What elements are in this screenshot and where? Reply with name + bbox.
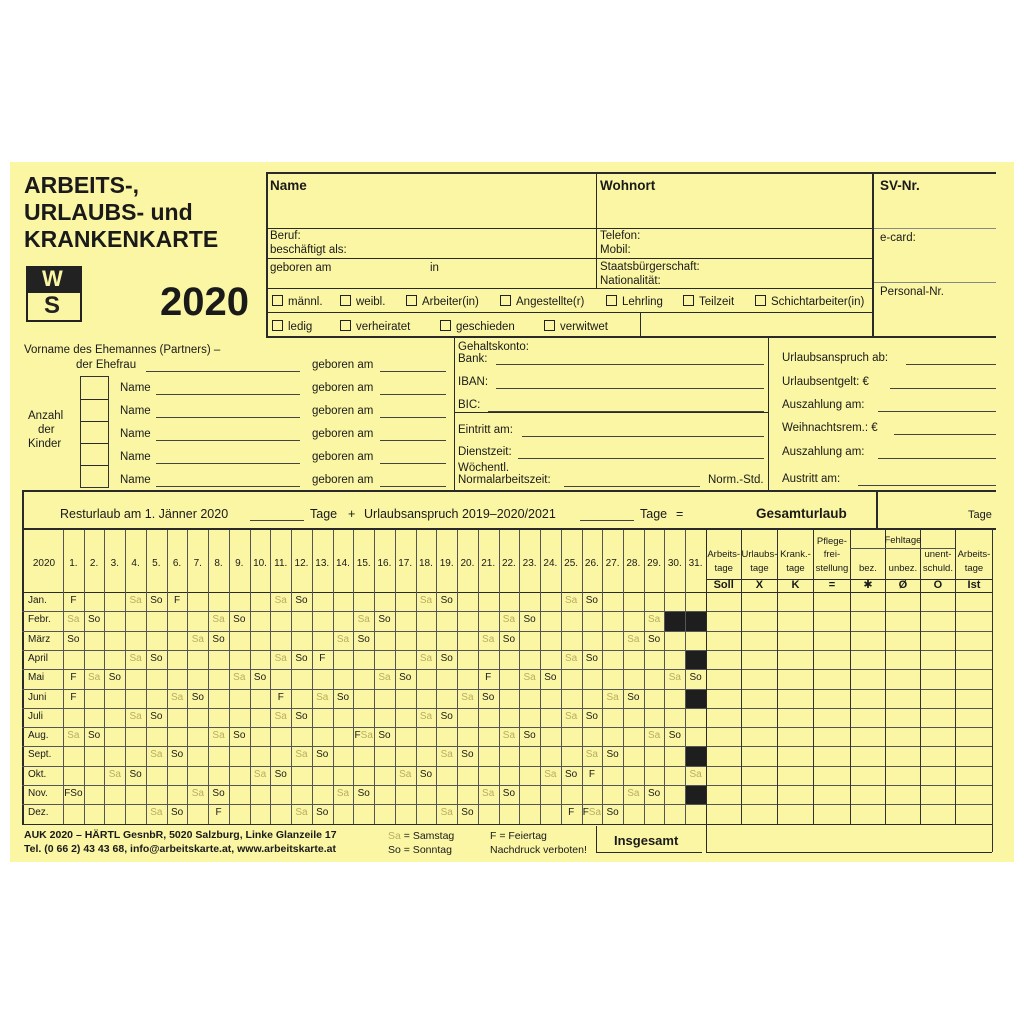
day-cell: So xyxy=(150,652,163,664)
day-cell: Sa xyxy=(170,691,184,703)
day-cell: FSa xyxy=(582,807,602,819)
day-cell: F xyxy=(174,595,181,606)
totals-header-bottom: stellung xyxy=(815,563,849,574)
day-header: 17. xyxy=(398,558,413,569)
day-header: 15. xyxy=(356,558,371,569)
footer-company: AUK 2020 – HÄRTL GesnbR, 5020 Salzburg, Linke Glanzeile 17 xyxy=(24,829,337,841)
day-cell: So xyxy=(461,749,474,761)
day-cell: So xyxy=(585,595,598,606)
day-cell: So xyxy=(67,633,80,645)
day-cell: Sa xyxy=(295,749,308,761)
checkbox-icon[interactable] xyxy=(544,320,555,331)
option-geschieden[interactable]: geschieden xyxy=(440,320,515,333)
day-cell: Sa xyxy=(647,730,661,742)
fehltage-header: Fehltage xyxy=(884,535,922,546)
day-cell: Sa xyxy=(440,807,453,819)
legend-feiertag: F = Feiertag xyxy=(490,830,547,842)
day-cell: Sa xyxy=(419,595,433,606)
day-cell: So xyxy=(399,672,412,684)
plus-label: + xyxy=(348,507,356,521)
day-header: 9. xyxy=(235,558,244,569)
month-label: Juni xyxy=(28,691,47,703)
option-teilzeit[interactable]: Teilzeit xyxy=(683,295,734,308)
month-label: Sept. xyxy=(28,749,52,761)
day-cell: F xyxy=(319,652,326,664)
day-cell: So xyxy=(233,614,246,626)
insgesamt-label: Insgesamt xyxy=(614,833,679,848)
day-cell: So xyxy=(523,730,536,742)
mobil-label: Mobil: xyxy=(600,244,631,256)
day-cell: F xyxy=(588,768,595,780)
day-cell: So xyxy=(87,614,101,626)
day-cell: FSa xyxy=(354,730,373,742)
totals-header-top: unent- xyxy=(924,549,952,560)
equals-label: = xyxy=(676,507,684,521)
day-header: 21. xyxy=(481,558,496,569)
totals-symbol: K xyxy=(791,579,800,591)
day-cell: Sa xyxy=(419,652,433,664)
option-weiblich[interactable]: weibl. xyxy=(340,295,385,308)
day-header: 4. xyxy=(131,558,140,569)
austritt-label: Austritt am: xyxy=(782,473,841,485)
day-cell: Sa xyxy=(378,672,391,684)
option-angestellte[interactable]: Angestellte(r) xyxy=(500,295,584,308)
legend-samstag: = Samstag xyxy=(403,830,455,842)
day-header: 12. xyxy=(294,558,309,569)
day-cell: Sa xyxy=(191,633,204,645)
personal-nr-label: Personal-Nr. xyxy=(880,286,944,298)
geboren-in-label: in xyxy=(430,262,439,274)
logo-letter-s: S xyxy=(44,292,61,319)
day-cell: Sa xyxy=(647,614,661,626)
day-cell: So xyxy=(440,710,453,722)
totals-header-bottom: tage xyxy=(786,563,805,574)
staatsbuerger-label: Staatsbürgerschaft: xyxy=(600,261,700,273)
checkbox-icon[interactable] xyxy=(272,295,283,306)
checkbox-icon[interactable] xyxy=(606,295,617,306)
day-cell: So xyxy=(212,633,225,645)
wohnort-label: Wohnort xyxy=(600,178,656,193)
day-cell: So xyxy=(274,768,287,780)
day-cell: So xyxy=(689,672,702,684)
day-cell: Sa xyxy=(606,691,619,703)
totals-symbol: = xyxy=(828,579,836,591)
option-verheiratet[interactable]: verheiratet xyxy=(340,320,410,333)
checkbox-icon[interactable] xyxy=(406,295,417,306)
nonexistent-day-block xyxy=(686,690,706,708)
weihnachtsrem-label: Weihnachtsrem.: € xyxy=(782,422,878,434)
day-cell: So xyxy=(233,730,246,742)
day-cell: Sa xyxy=(482,633,495,645)
nonexistent-day-block xyxy=(686,786,706,804)
month-label: Okt. xyxy=(28,768,47,780)
day-header: 20. xyxy=(460,558,475,569)
day-header: 7. xyxy=(193,558,202,569)
day-header: 2. xyxy=(89,558,99,569)
spouse-label-2: der Ehefrau xyxy=(76,359,137,371)
day-cell: Sa xyxy=(357,614,370,626)
day-cell: So xyxy=(316,807,329,819)
day-cell: So xyxy=(295,710,308,722)
day-header: 28. xyxy=(626,558,641,569)
totals-symbol: Ø xyxy=(898,579,908,591)
day-cell: F xyxy=(568,807,575,819)
day-cell: So xyxy=(378,730,391,742)
day-cell: So xyxy=(419,768,433,780)
child-name-label: Name xyxy=(120,382,151,394)
day-header: 6. xyxy=(172,558,182,569)
day-cell: So xyxy=(606,749,619,761)
day-header: 10. xyxy=(253,558,267,569)
day-cell: So xyxy=(585,652,598,664)
totals-header-bottom: tage xyxy=(714,563,733,574)
tage-label-1: Tage xyxy=(310,507,338,521)
day-cell: So xyxy=(295,652,308,664)
day-cell: Sa xyxy=(212,614,225,626)
title-line-1: ARBEITS-, xyxy=(24,172,139,198)
work-card xyxy=(10,162,1014,862)
month-label: Jan. xyxy=(28,595,47,606)
day-cell: Sa xyxy=(523,672,536,684)
day-cell: Sa xyxy=(461,691,474,703)
day-cell: Sa xyxy=(67,730,80,742)
totals-header-top: Arbeits- xyxy=(957,549,991,560)
option-schichtarbeiter[interactable]: Schichtarbeiter(in) xyxy=(755,295,864,308)
child-geboren-label: geboren am xyxy=(312,451,374,463)
child-name-label: Name xyxy=(120,474,151,486)
option-maennlich[interactable]: männl. xyxy=(272,295,323,308)
spouse-label: Vorname des Ehemannes (Partners) – xyxy=(24,344,221,356)
normstd-label: Norm.-Std. xyxy=(708,474,764,486)
day-cell: Sa xyxy=(482,788,495,799)
day-cell: F xyxy=(70,672,77,684)
title-line-2: URLAUBS- und xyxy=(24,199,193,225)
totals-symbol: O xyxy=(933,579,943,591)
day-cell: Sa xyxy=(399,768,412,780)
day-header: 24. xyxy=(543,558,558,569)
logo-letter-w: W xyxy=(42,266,63,291)
day-cell: Sa xyxy=(668,672,681,684)
day-header: 8. xyxy=(214,558,223,569)
footer-contact: Tel. (0 66 2) 43 43 68, info@arbeitskarte.at, www.arbeitskarte.at xyxy=(24,843,336,855)
day-cell: So xyxy=(647,633,661,645)
day-cell: So xyxy=(170,807,184,819)
day-cell: Sa xyxy=(565,595,578,606)
totals-symbol: ✱ xyxy=(863,579,873,591)
day-cell: So xyxy=(647,788,661,799)
day-cell: Sa xyxy=(150,749,163,761)
day-cell: F xyxy=(70,595,77,606)
day-cell: Sa xyxy=(212,730,225,742)
day-cell: So xyxy=(316,749,329,761)
day-cell: So xyxy=(440,595,453,606)
day-header: 23. xyxy=(522,558,537,569)
nonexistent-day-block xyxy=(665,612,685,630)
day-cell: Sa xyxy=(316,691,329,703)
day-header: 30. xyxy=(667,558,682,569)
month-label: Mai xyxy=(28,672,45,684)
geboren-label: geboren am xyxy=(270,262,332,274)
day-cell: F xyxy=(485,672,492,684)
day-cell: Sa xyxy=(253,768,267,780)
day-cell: So xyxy=(565,768,578,780)
day-cell: So xyxy=(440,652,453,664)
eintritt-label: Eintritt am: xyxy=(458,424,513,436)
totals-symbol: Ist xyxy=(967,579,981,591)
totals-header-top: Arbeits- xyxy=(707,549,741,560)
day-header: 19. xyxy=(439,558,454,569)
day-cell: So xyxy=(357,633,370,645)
month-label: April xyxy=(28,652,49,664)
day-cell: So xyxy=(212,788,225,799)
day-cell: Sa xyxy=(627,633,640,645)
day-header: 31. xyxy=(688,558,703,569)
day-cell: F xyxy=(70,691,77,703)
day-cell: So xyxy=(150,710,163,722)
day-cell: So xyxy=(336,691,350,703)
child-geboren-label: geboren am xyxy=(312,428,374,440)
option-verwitwet[interactable]: verwitwet xyxy=(544,320,608,333)
children-label-3: Kinder xyxy=(28,438,62,450)
day-cell: Sa xyxy=(108,768,121,780)
day-cell: Sa xyxy=(295,807,308,819)
resturlaub-label: Resturlaub am 1. Jänner 2020 xyxy=(60,507,229,521)
day-header: 11. xyxy=(274,558,288,569)
day-cell: So xyxy=(150,595,163,606)
urlaubsanspruch-label: Urlaubsanspruch ab: xyxy=(782,352,889,364)
option-ledig[interactable]: ledig xyxy=(272,320,312,333)
gesamturlaub-label: Gesamturlaub xyxy=(756,506,847,521)
child-geboren-label: geboren am xyxy=(312,405,374,417)
month-label: Nov. xyxy=(28,788,48,799)
day-cell: Sa xyxy=(565,652,578,664)
bank-label: Bank: xyxy=(458,353,488,365)
nachdruck-note: Nachdruck verboten! xyxy=(490,844,587,856)
day-cell: Sa xyxy=(129,595,142,606)
checkbox-icon[interactable] xyxy=(755,295,766,306)
totals-header-bottom: unbez. xyxy=(888,563,918,574)
day-header: 14. xyxy=(336,558,350,569)
day-cell: So xyxy=(544,672,557,684)
child-name-label: Name xyxy=(120,451,151,463)
day-cell: So xyxy=(378,614,391,626)
title-line-3: KRANKENKARTE xyxy=(24,226,219,252)
legend-sa-symbol: Sa xyxy=(388,830,401,842)
option-lehrling[interactable]: Lehrling xyxy=(606,295,663,308)
day-cell: FSo xyxy=(64,788,83,799)
day-header: 18. xyxy=(418,558,433,569)
day-cell: So xyxy=(253,672,267,684)
day-cell: F xyxy=(215,807,222,819)
day-cell: Sa xyxy=(419,710,433,722)
normalarbeitszeit-label: Normalarbeitszeit: xyxy=(458,474,551,486)
day-cell: So xyxy=(295,595,308,606)
totals-symbol: X xyxy=(755,579,764,591)
month-label: Juli xyxy=(28,710,44,722)
day-header: 1. xyxy=(69,558,78,569)
day-cell: So xyxy=(461,807,474,819)
nationalitaet-label: Nationalität: xyxy=(600,275,661,287)
day-cell: Sa xyxy=(274,652,287,664)
checkbox-icon[interactable] xyxy=(340,320,351,331)
day-cell: Sa xyxy=(502,614,516,626)
day-cell: Sa xyxy=(585,749,598,761)
checkbox-icon[interactable] xyxy=(272,320,283,331)
day-cell: So xyxy=(627,691,640,703)
day-cell: Sa xyxy=(502,730,516,742)
spouse-geboren-label: geboren am xyxy=(312,359,374,371)
day-cell: So xyxy=(668,730,681,742)
checkbox-icon[interactable] xyxy=(500,295,511,306)
name-label: Name xyxy=(270,178,307,193)
day-cell: Sa xyxy=(274,595,287,606)
month-label: Febr. xyxy=(28,614,51,626)
day-header: 29. xyxy=(647,558,662,569)
day-cell: Sa xyxy=(544,768,557,780)
day-cell: So xyxy=(606,807,619,819)
children-label-1: Anzahl xyxy=(28,410,64,422)
day-cell: Sa xyxy=(233,672,246,684)
day-cell: So xyxy=(108,672,121,684)
beschaeftigt-label: beschäftigt als: xyxy=(270,244,347,256)
option-arbeiter[interactable]: Arbeiter(in) xyxy=(406,295,479,308)
day-cell: So xyxy=(357,788,370,799)
tage-label-2: Tage xyxy=(640,507,668,521)
day-cell: F xyxy=(277,691,284,703)
nonexistent-day-block xyxy=(686,612,706,630)
day-header: 26. xyxy=(584,558,599,569)
nonexistent-day-block xyxy=(686,747,706,765)
day-cell: Sa xyxy=(67,614,80,626)
totals-header-bottom: schuld. xyxy=(922,563,953,574)
day-cell: Sa xyxy=(150,807,163,819)
totals-header-bottom: bez. xyxy=(858,563,877,574)
auszahlung-label-1: Auszahlung am: xyxy=(782,399,865,411)
day-cell: Sa xyxy=(87,672,101,684)
year-title: 2020 xyxy=(160,280,249,324)
day-cell: Sa xyxy=(565,710,578,722)
checkbox-icon[interactable] xyxy=(440,320,451,331)
ecard-label: e-card: xyxy=(880,232,916,244)
child-name-label: Name xyxy=(120,428,151,440)
children-count-boxes[interactable] xyxy=(80,376,109,488)
checkbox-icon[interactable] xyxy=(340,295,351,306)
day-cell: Sa xyxy=(191,788,204,799)
day-cell: So xyxy=(129,768,142,780)
day-cell: Sa xyxy=(440,749,453,761)
telefon-label: Telefon: xyxy=(600,230,641,242)
month-label: Dez. xyxy=(28,807,49,819)
day-header: 5. xyxy=(152,558,161,569)
woechentl-label: Wöchentl. xyxy=(458,462,510,474)
month-label: Aug. xyxy=(28,730,49,742)
child-geboren-label: geboren am xyxy=(312,382,374,394)
month-label: März xyxy=(28,633,51,645)
urlaubsanspruch-period-label: Urlaubsanspruch 2019–2020/2021 xyxy=(364,507,556,521)
day-cell: Sa xyxy=(274,710,287,722)
dienstzeit-label: Dienstzeit: xyxy=(458,446,512,458)
day-cell: Sa xyxy=(129,710,142,722)
day-cell: So xyxy=(191,691,204,703)
auszahlung-label-2: Auszahlung am: xyxy=(782,446,865,458)
day-cell: Sa xyxy=(336,788,350,799)
totals-header-mid: frei- xyxy=(823,549,841,560)
urlaubsentgelt-label: Urlaubsentgelt: € xyxy=(782,376,869,388)
company-logo xyxy=(26,266,82,322)
checkbox-icon[interactable] xyxy=(683,295,694,306)
day-header: 13. xyxy=(315,558,330,569)
day-cell: Sa xyxy=(689,768,702,780)
calendar-year-label: 2020 xyxy=(32,558,56,569)
day-cell: So xyxy=(502,633,516,645)
day-header: 25. xyxy=(564,558,579,569)
day-cell: So xyxy=(502,788,516,799)
totals-header-top: Pflege- xyxy=(816,536,847,547)
totals-header-top: Krank.- xyxy=(780,549,811,560)
child-geboren-label: geboren am xyxy=(312,474,374,486)
day-cell: Sa xyxy=(129,652,142,664)
gehaltskonto-label: Gehaltskonto: xyxy=(458,341,529,353)
iban-label: IBAN: xyxy=(458,376,489,388)
children-label-2: der xyxy=(38,424,55,436)
day-cell: So xyxy=(170,749,184,761)
day-header: 3. xyxy=(110,558,119,569)
day-cell: So xyxy=(585,710,598,722)
totals-header-top: Urlaubs- xyxy=(741,549,778,560)
svnr-label: SV-Nr. xyxy=(880,178,920,193)
legend-sonntag: So = Sonntag xyxy=(388,844,452,856)
nonexistent-day-block xyxy=(686,651,706,669)
day-cell: Sa xyxy=(336,633,350,645)
day-header: 27. xyxy=(605,558,620,569)
day-cell: So xyxy=(87,730,101,742)
day-header: 16. xyxy=(377,558,392,569)
bic-label: BIC: xyxy=(458,399,481,411)
totals-header-bottom: tage xyxy=(964,563,984,574)
totals-header-bottom: tage xyxy=(750,563,769,574)
beruf-label: Beruf: xyxy=(270,230,301,242)
day-cell: So xyxy=(523,614,536,626)
tage-label-3: Tage xyxy=(968,509,992,521)
totals-symbol: Soll xyxy=(713,579,734,591)
day-header: 22. xyxy=(501,558,516,569)
day-cell: Sa xyxy=(627,788,640,799)
day-cell: So xyxy=(482,691,495,703)
child-name-label: Name xyxy=(120,405,151,417)
